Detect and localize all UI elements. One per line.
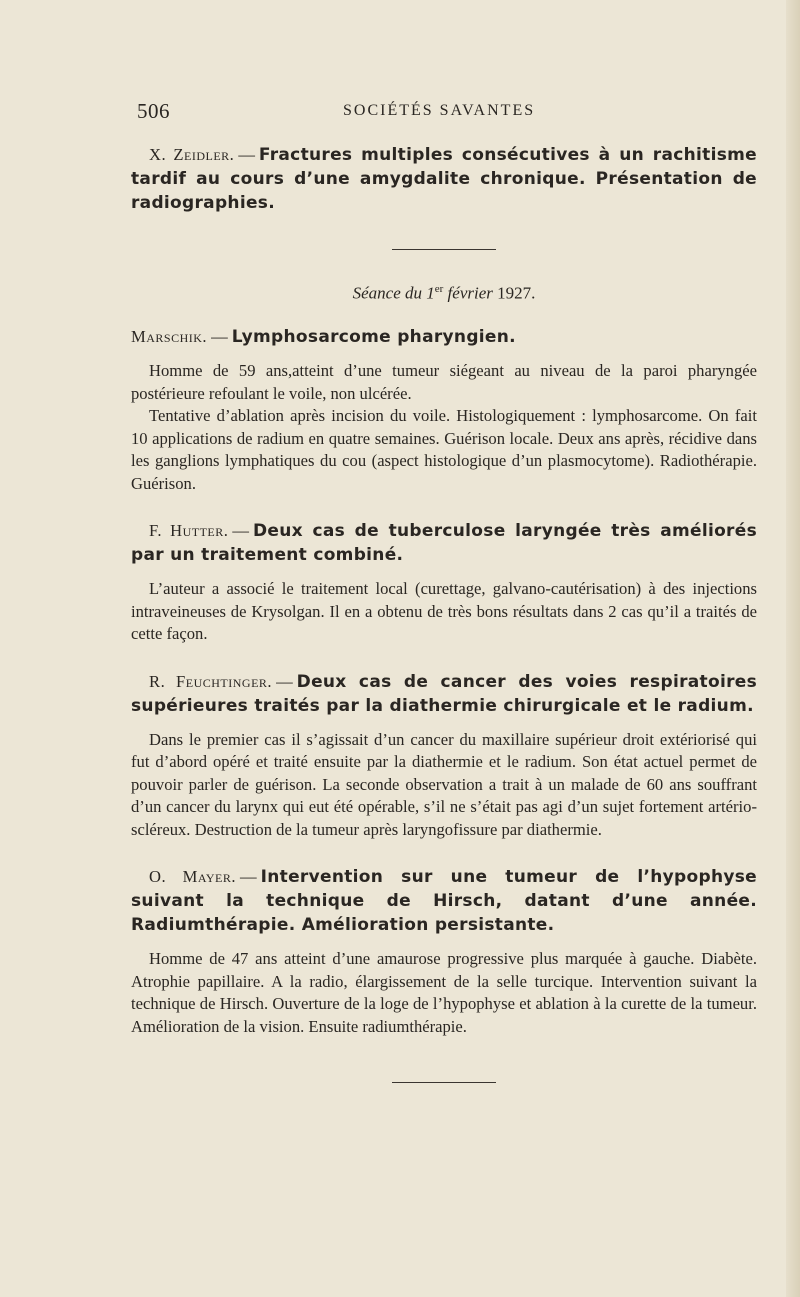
seance-prefix: Séance du 1 <box>352 283 435 303</box>
entry-heading <box>131 865 757 937</box>
entry-heading <box>131 670 757 718</box>
section-rule <box>392 1082 496 1083</box>
entry-title: Lymphosarcome pharyngien. <box>231 327 516 348</box>
page-edge-shadow <box>786 0 800 1297</box>
entry-paragraph: L’auteur a associé le traitement local (curettage, galvano-cautérisation) à des injections intraveineuses de Krysolgan. Il en a obtenu de très bons résultats dans 2 cas qu’il a traités de cette façon. <box>131 579 757 644</box>
entry-body <box>131 729 757 842</box>
entry-author: X. Zeidler. <box>149 145 235 164</box>
entry-heading <box>131 143 757 215</box>
entry-dash: — <box>240 867 257 887</box>
entry-dash: — <box>276 671 293 691</box>
entry-paragraph: Homme de 59 ans,atteint d’une tumeur siégeant au niveau de la paroi pharyngée postérieure refoulant le voile, non ulcérée. <box>131 361 757 403</box>
entry-heading <box>131 519 757 567</box>
entry-paragraph: Homme de 47 ans atteint d’une amaurose progressive plus marquée à gauche. Diabète. Atrophie papillaire. A la radio, élargissement de la selle turcique. Intervention suivant la technique de Hirsch. Ouverture de la loge de l’hypophyse et ablation à la curette de la tumeur. Amélioration de la vision. Ensuite radiumthérapie. <box>131 949 757 1036</box>
entry-paragraph: Tentative d’ablation après incision du voile. Histologiquement : lymphosarcome. On fait 10 applications de radium en quatre semaines. Guérison locale. Deux ans après, récidive dans les ganglions lymphatiques du cou (aspect histologique d’un plasmocytome). Radiothérapie. Guérison. <box>131 406 757 493</box>
seance-sup: er <box>434 283 444 295</box>
entry-zeidler <box>131 143 757 215</box>
entry-feuchtinger <box>131 670 757 842</box>
entry-author: F. Hutter. <box>149 521 229 541</box>
entry-author: R. Feuchtinger. <box>149 671 273 691</box>
seance-date <box>131 278 757 305</box>
page-content <box>131 143 757 1083</box>
entry-body <box>131 948 757 1038</box>
entry-author: O. Mayer. <box>149 867 237 887</box>
entry-author: Marschik. <box>131 327 208 347</box>
entry-title: Fractures multiples consécutives à un rachitisme tardif au cours d’une amygdalite chronique. Présentation de radiographies. <box>131 145 757 213</box>
entry-dash: — <box>211 327 228 347</box>
entry-body <box>131 360 757 495</box>
entry-mayer <box>131 865 757 1038</box>
page-number: 506 <box>137 99 170 123</box>
entry-paragraph: Dans le premier cas il s’agissait d’un cancer du maxillaire supérieur droit extériorisé qui fut d’abord opéré et traité ensuite par la diathermie et le radium. Son état actuel permet de pouvoir parler de guérison. La seconde observation a trait à un malade de 60 ans souffrant d’un cancer du larynx qui eut été opérable, s’il ne s’était pas agi d’un sujet fortement artério-scléreux. Destruction de la tumeur après laryngofissure par diathermie. <box>131 729 757 839</box>
entry-marschik <box>131 325 757 495</box>
entry-heading <box>131 325 757 349</box>
entry-title: Deux cas de tuberculose laryngée très améliorés par un traitement combiné. <box>131 521 757 566</box>
entry-title: Intervention sur une tumeur de l’hypophyse suivant la technique de Hirsch, datant d’une année. Radiumthérapie. Amélioration persistante. <box>131 867 757 936</box>
running-head: SOCIÉTÉS SAVANTES <box>343 102 536 119</box>
entry-body <box>131 578 757 646</box>
seance-month: février <box>443 283 498 303</box>
entry-dash: — <box>232 521 249 541</box>
page-header <box>137 99 757 129</box>
entry-hutter <box>131 519 757 646</box>
entry-title: Deux cas de cancer des voies respiratoires supérieures traités par la diathermie chirurgicale et le radium. <box>131 671 757 716</box>
entry-dash: — <box>238 145 255 164</box>
seance-year: 1927. <box>497 283 536 303</box>
